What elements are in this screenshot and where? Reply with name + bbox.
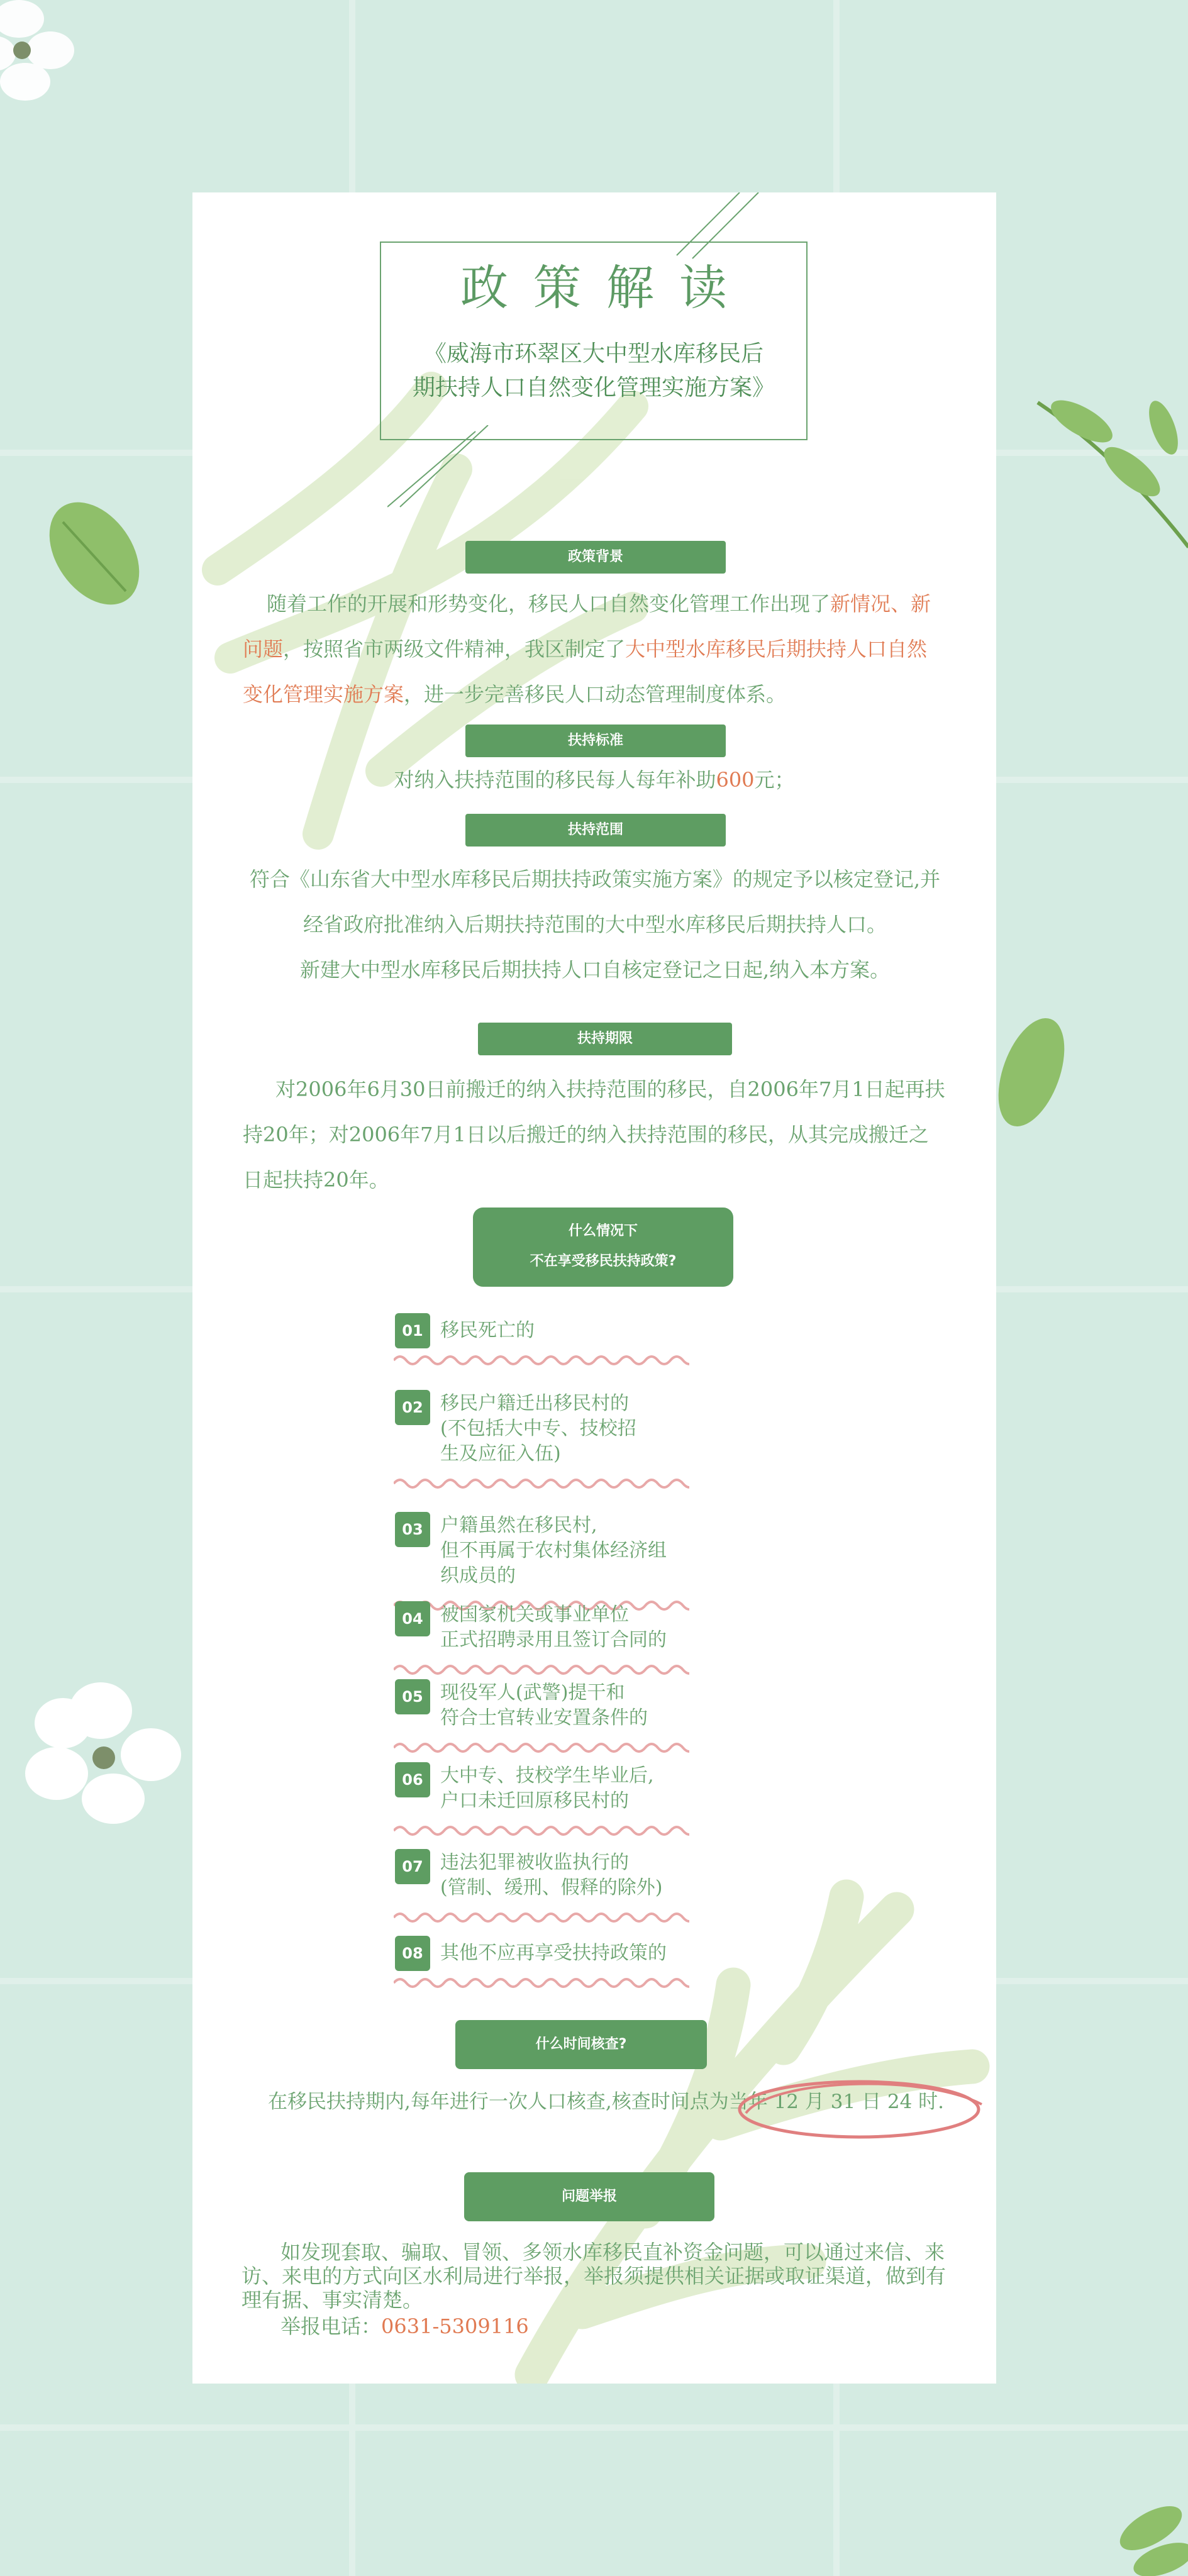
- scope-paragraph-1: 符合《山东省大中型水库移民后期扶持政策实施方案》的规定予以核定登记,并经省政府批准纳入后期扶持范围的大中型水库移民后期扶持人口。: [249, 867, 941, 936]
- scope-paragraph-2: 新建大中型水库移民后期扶持人口自核定登记之日起,纳入本方案。: [299, 958, 891, 982]
- exclusion-item-line: 织成员的: [440, 1565, 516, 1587]
- exclusion-item-line: 符合士官转业安置条件的: [440, 1707, 648, 1729]
- branch-icon: [1107, 2490, 1188, 2576]
- exclusion-item-line: 户籍虽然在移民村,: [440, 1514, 597, 1536]
- section-label-standard: 扶持标准: [465, 724, 726, 757]
- wavy-divider: [394, 1351, 689, 1370]
- report-paragraph: 如发现套取、骗取、冒领、多领水库移民直补资金问题，可以通过来信、来访、来电的方式向区水利局进行举报，举报须提供相关证据或取证渠道，做到有理有据、事实清楚。: [241, 2240, 947, 2312]
- section-label-scope: 扶持范围: [465, 814, 726, 847]
- background-paragraph: 随着工作的开展和形势变化，移民人口自然变化管理工作出现了新情况、新问题，按照省市两级文件精神，我区制定了大中型水库移民后期扶持人口自然变化管理实施方案，进一步完善移民人口动态管理制度体系。: [243, 592, 931, 706]
- exclusion-item-line: 生及应征入伍): [440, 1443, 561, 1465]
- period-paragraph: 对2006年6月30日前搬迁的纳入扶持范围的移民，自2006年7月1日起再扶持20年；对2006年7月1日以后搬迁的纳入扶持范围的移民，从其完成搬迁之日起扶持20年。: [243, 1077, 945, 1192]
- section-label-exclusion: 什么情况下 不在享受移民扶持政策?: [473, 1208, 733, 1287]
- exclusion-item-line: 移民死亡的: [440, 1319, 535, 1341]
- exclusion-item-line: 被国家机关或事业单位: [440, 1604, 629, 1626]
- item-number-badge: 04: [395, 1601, 430, 1636]
- item-number-badge: 02: [395, 1390, 430, 1425]
- exclusion-item-line: 但不再属于农村集体经济组: [440, 1540, 667, 1562]
- report-phone: 举报电话：0631-5309116: [280, 2314, 529, 2338]
- item-number-badge: 01: [395, 1313, 430, 1348]
- exclusion-item-line: (管制、缓刑、假释的除外): [440, 1877, 663, 1899]
- exclusion-item: [440, 1391, 636, 1467]
- exclusion-item-line: 现役军人(武警)提干和: [440, 1682, 625, 1704]
- item-number-badge: 07: [395, 1849, 430, 1884]
- standard-paragraph: 对纳入扶持范围的移民每人每年补助600元；: [394, 768, 795, 792]
- branch-icon: [1031, 390, 1188, 553]
- item-number-badge: 03: [395, 1512, 430, 1547]
- wavy-divider: [394, 1974, 689, 1992]
- wavy-divider: [394, 1821, 689, 1840]
- section-label-period: 扶持期限: [478, 1023, 732, 1055]
- exclusion-item: [440, 1513, 667, 1589]
- item-number-badge: 08: [395, 1936, 430, 1971]
- exclusion-item-line: (不包括大中专、技校招: [440, 1418, 636, 1440]
- check-time-highlight: 当年 12 月 31 日 24 时.: [728, 2090, 945, 2113]
- wavy-divider: [394, 1660, 689, 1679]
- check-paragraph: 在移民扶持期内,每年进行一次人口核查,核查时间点为当年 12 月 31 日 24 时.: [268, 2090, 945, 2113]
- section-label-report: 问题举报: [464, 2172, 714, 2221]
- title-box: [380, 242, 808, 440]
- exclusion-item-line: 其他不应再享受扶持政策的: [440, 1942, 667, 1964]
- section-label-background: 政策背景: [465, 541, 726, 574]
- content-card: [192, 192, 996, 2384]
- wavy-divider: [394, 1908, 689, 1927]
- page-subtitle: 《威海市环翠区大中型水库移民后 期扶持人口自然变化管理实施方案》: [412, 341, 775, 401]
- flower-icon: [0, 0, 107, 126]
- exclusion-item: [440, 1318, 535, 1343]
- exclusion-item: [440, 1680, 648, 1731]
- item-number-badge: 06: [395, 1762, 430, 1797]
- exclusion-item-line: 移民户籍迁出移民村的: [440, 1392, 629, 1414]
- wavy-divider: [394, 1474, 689, 1493]
- exclusion-item-line: 大中专、技校学生毕业后,: [440, 1765, 654, 1787]
- exclusion-item: [440, 1941, 667, 1966]
- leaf-icon: [987, 1006, 1075, 1138]
- section-label-check: 什么时间核查?: [455, 2020, 707, 2069]
- exclusion-item: [440, 1763, 654, 1814]
- leaf-icon: [38, 491, 151, 616]
- exclusion-item: [440, 1850, 662, 1901]
- exclusion-item-line: 户口未迁回原移民村的: [440, 1790, 629, 1812]
- flower-icon: [19, 1673, 182, 1824]
- exclusion-item-line: 正式招聘录用且签订合同的: [440, 1629, 667, 1651]
- page-title: 政策解读: [460, 260, 752, 316]
- exclusion-item: [440, 1602, 667, 1653]
- exclusion-item-line: 违法犯罪被收监执行的: [440, 1852, 629, 1874]
- wavy-divider: [394, 1738, 689, 1757]
- item-number-badge: 05: [395, 1679, 430, 1714]
